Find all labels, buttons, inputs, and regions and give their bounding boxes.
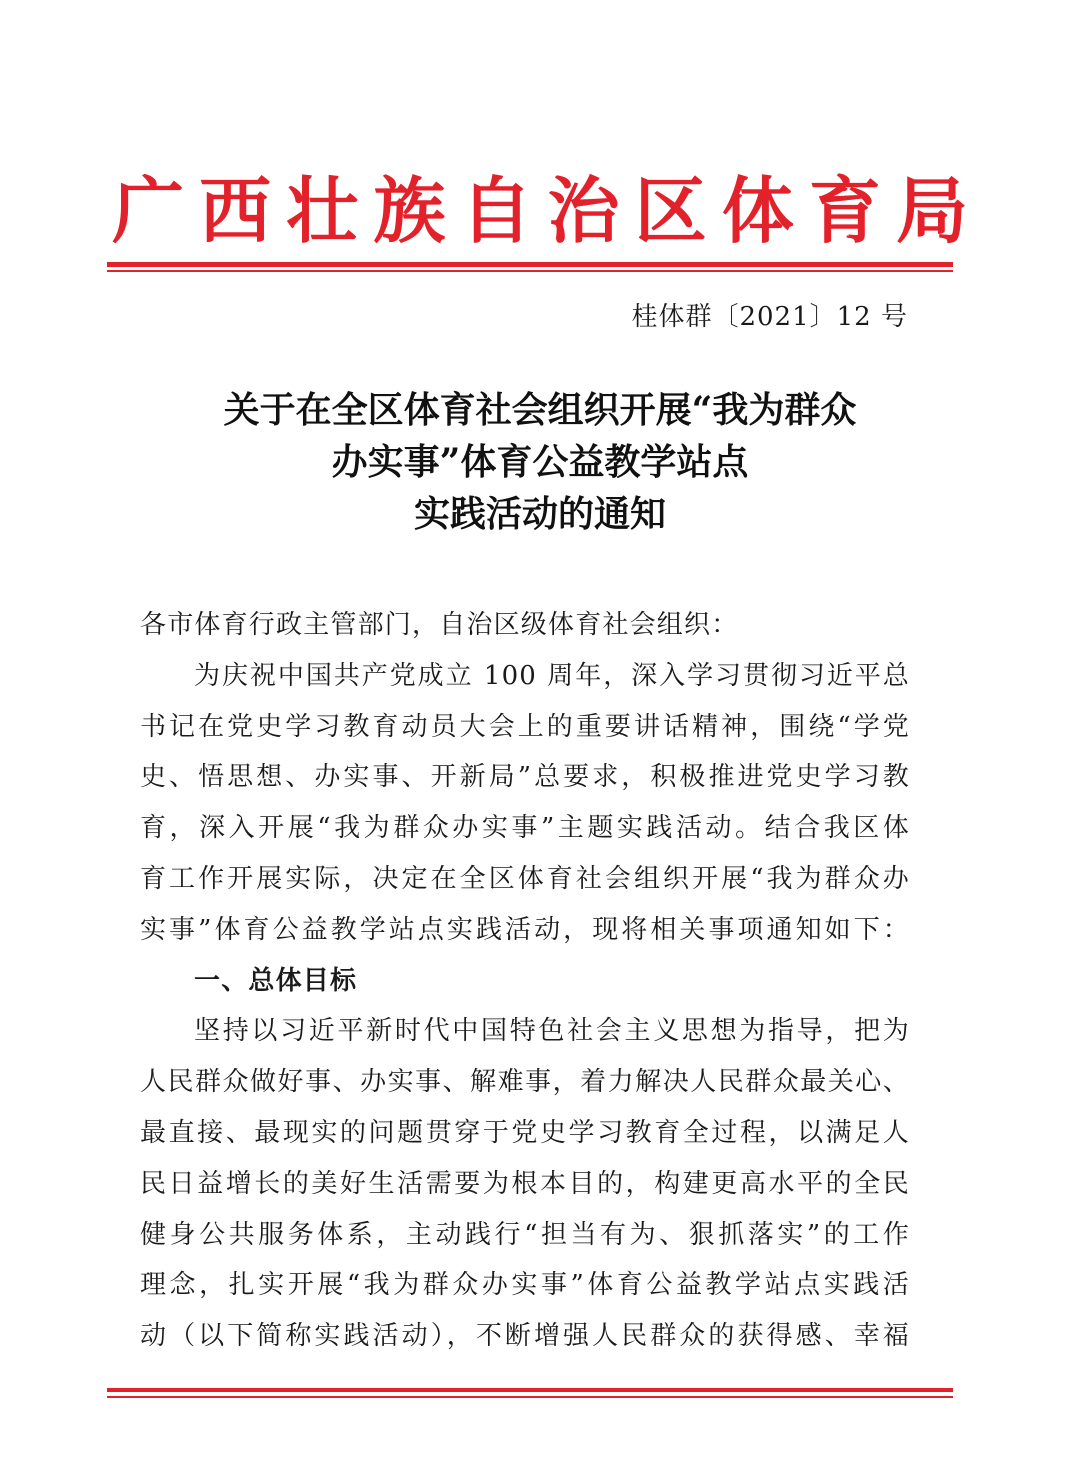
document-number: 桂体群〔2021〕12 号 (631, 302, 908, 332)
paragraph-line: 民日益增长的美好生活需要为根本目的，构建更高水平的全民 (140, 1168, 910, 1199)
paragraph-line: 育工作开展实际，决定在全区体育社会组织开展“我为群众办 (140, 863, 910, 894)
paragraph-line: 人民群众做好事、办实事、解难事，着力解决人民群众最关心、 (140, 1067, 910, 1098)
paragraph-line: 健身公共服务体系，主动践行“担当有为、狠抓落实”的工作 (140, 1219, 910, 1250)
authority-char: 区 (634, 168, 707, 253)
title-line: 实践活动的通知 (413, 493, 666, 535)
salutation: 各市体育行政主管部门，自治区级体育社会组织： (140, 610, 739, 640)
authority-char: 育 (808, 168, 881, 253)
paragraph-goals (140, 1006, 910, 1362)
issuing-authority-title (108, 160, 972, 253)
paragraph-line: 动（以下简称实践活动），不断增强人民群众的获得感、幸福 (140, 1321, 910, 1352)
title-line: 办实事”体育公益教学站点 (331, 441, 749, 483)
paragraph-line: 坚持以习近平新时代中国特色社会主义思想为指导，把为 (194, 1016, 910, 1047)
paragraph-line: 理念，扎实开展“我为群众办实事”体育公益教学站点实践活 (140, 1270, 910, 1301)
footer-rule-thick (107, 1388, 953, 1392)
authority-char: 局 (895, 168, 968, 253)
document-title (108, 384, 972, 540)
section-heading: 一、总体目标 (194, 965, 358, 996)
header-rule-thick (107, 262, 953, 267)
footer-rule-thin (107, 1396, 953, 1398)
paragraph-line: 育，深入开展“我为群众办实事”主题实践活动。结合我区体 (140, 813, 910, 844)
paragraph-line: 实事”体育公益教学站点实践活动，现将相关事项通知如下： (140, 914, 910, 945)
document-body (140, 600, 910, 1362)
paragraph-line: 史、悟思想、办实事、开新局”总要求，积极推进党史学习教 (140, 762, 910, 793)
authority-char: 西 (199, 168, 272, 253)
paragraph-line: 书记在党史学习教育动员大会上的重要讲话精神，围绕“学党 (140, 711, 910, 742)
authority-char: 广 (111, 168, 184, 253)
authority-char: 治 (547, 168, 620, 253)
paragraph-intro (140, 651, 910, 956)
authority-char: 自 (460, 168, 533, 253)
paragraph-line: 为庆祝中国共产党成立 100 周年，深入学习贯彻习近平总 (194, 660, 910, 691)
authority-char: 体 (721, 168, 794, 253)
authority-char: 族 (373, 168, 446, 253)
header-rule-thin (107, 270, 953, 272)
authority-char: 壮 (286, 168, 359, 253)
title-line: 关于在全区体育社会组织开展“我为群众 (223, 389, 857, 431)
paragraph-line: 最直接、最现实的问题贯穿于党史学习教育全过程，以满足人 (140, 1117, 910, 1148)
